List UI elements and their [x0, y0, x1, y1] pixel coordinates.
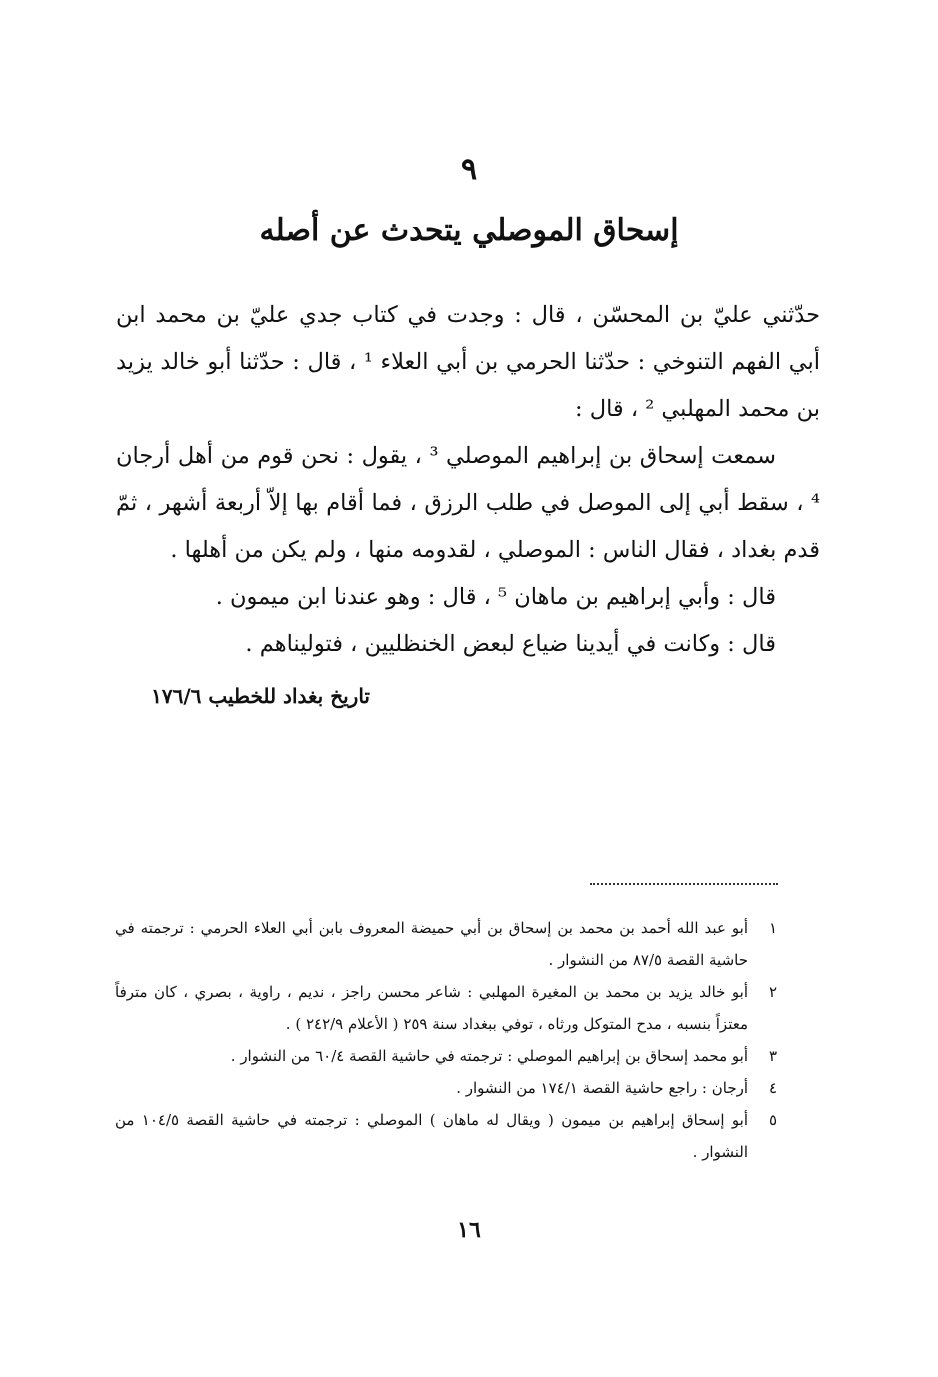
footnote-number: ٣	[768, 1047, 777, 1065]
body-paragraph: سمعت إسحاق بن إبراهيم الموصلي ³ ، يقول : نحن قوم من أهل أرجان ⁴ ، سقط أبي إلى الموصل في طلب الرزق ، فما أقام بها إلاّ أربعة أشهر ، ثمّ قدم بغداد ، فقال الناس : الموصلي ، لقدومه منها ، ولم يكن من أهلها .	[116, 443, 820, 563]
source-citation: تاريخ بغداد للخطيب ١٧٦/٦	[151, 684, 370, 708]
body-paragraph: حدّثني عليّ بن المحسّن ، قال : وجدت في كتاب جدي عليّ بن محمد ابن أبي الفهم التنوخي : حدّثنا الحرمي بن أبي العلاء ¹ ، قال : حدّثنا أبو خالد يزيد بن محمد المهلبي ² ، قال :	[116, 302, 820, 422]
footnotes	[115, 912, 777, 1168]
footnote-text: أرجان : راجع حاشية القصة ١٧٤/١ من النشوار .	[456, 1079, 748, 1097]
story-number: ٩	[460, 152, 478, 187]
footnote-text: أبو عبد الله أحمد بن محمد بن إسحاق بن أبي حميضة المعروف بابن أبي العلاء الحرمي : ترجمته في حاشية القصة ٨٧/٥ من النشوار .	[115, 919, 748, 969]
page-number: ١٦	[457, 1217, 481, 1243]
footnote-number: ٥	[768, 1111, 777, 1129]
footnote-number: ٢	[768, 983, 777, 1001]
footnote	[115, 912, 777, 976]
footnote	[115, 1072, 777, 1104]
story-title: إسحاق الموصلي يتحدث عن أصله	[259, 213, 679, 248]
footnote-text: أبو خالد يزيد بن محمد بن المغيرة المهلبي : شاعر محسن راجز ، نديم ، راوية ، بصري ، كان مترفاً معتزاً بنسبه ، مدح المتوكل ورثاه ، توفي ببغداد سنة ٢٥٩ ( الأعلام ٢٤٢/٩ ) .	[115, 983, 748, 1033]
footnote-text: أبو محمد إسحاق بن إبراهيم الموصلي : ترجمته في حاشية القصة ٦٠/٤ من النشوار .	[230, 1047, 748, 1065]
story-body	[116, 292, 820, 668]
footnote-separator	[590, 883, 778, 885]
footnote	[115, 1104, 777, 1168]
footnote-number: ٤	[768, 1079, 777, 1097]
footnote-number: ١	[768, 919, 777, 937]
footnote	[115, 1040, 777, 1072]
body-paragraph: قال : وكانت في أيدينا ضياع لبعض الخنظليين ، فتوليناهم .	[245, 631, 776, 657]
footnote-text: أبو إسحاق إبراهيم بن ميمون ( ويقال له ماهان ) الموصلي : ترجمته في حاشية القصة ١٠٤/٥ من النشوار .	[115, 1111, 748, 1161]
body-paragraph: قال : وأبي إبراهيم بن ماهان ⁵ ، قال : وهو عندنا ابن ميمون .	[215, 584, 776, 610]
footnote	[115, 976, 777, 1040]
